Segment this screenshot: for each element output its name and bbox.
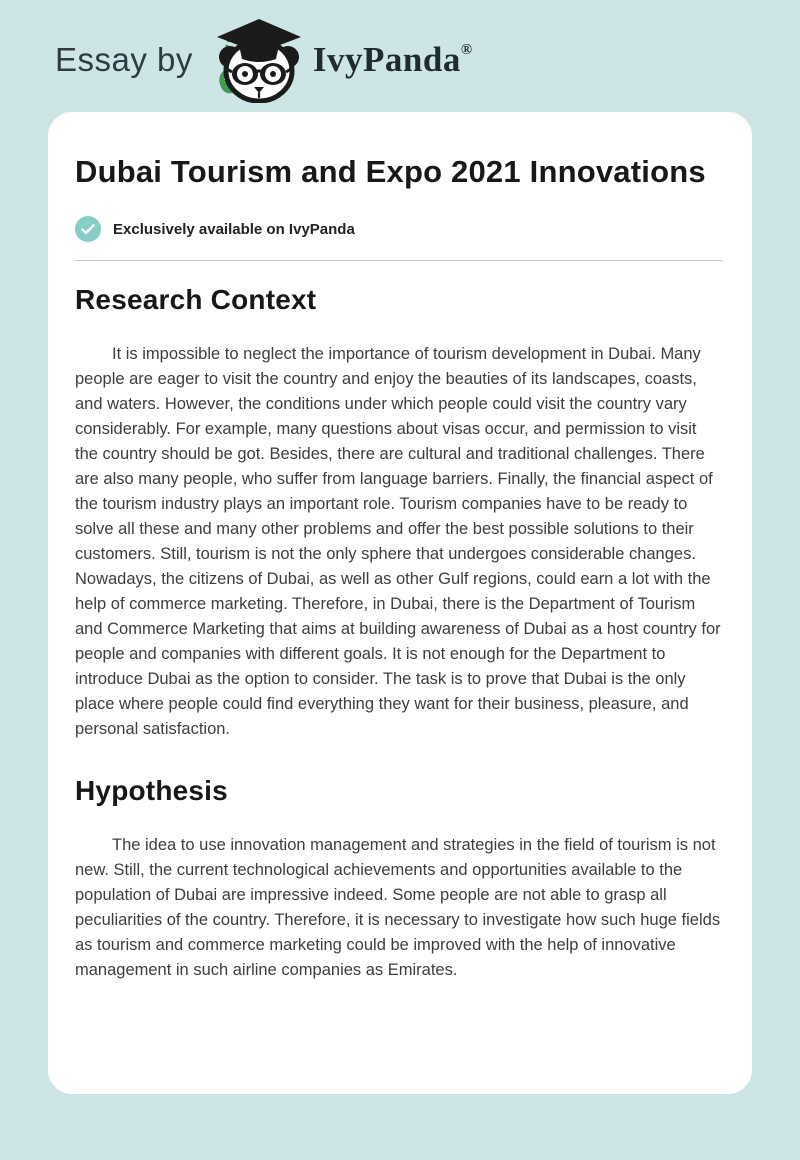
essay-card [48,112,752,1094]
registered-mark: ® [460,42,473,58]
essay-by-label: Essay by [55,41,193,78]
ivypanda-logo-icon [205,17,313,103]
divider [75,260,723,261]
badge-label: Exclusively available on IvyPanda [113,220,355,238]
essay-title: Dubai Tourism and Expo 2021 Innovations [75,154,706,189]
site-header [0,0,800,112]
research-context-paragraph: It is impossible to neglect the importance of tourism development in Dubai. Many people are eager to visit the country and enjoy the beauties of its landscapes, coasts, and waters. However, the conditions under which people could visit the country vary considerably. For example, many questions about visas occur, and permission to visit the country should be got. Besides, there are cultural and traditional challenges. There are also many people, who suffer from language barriers. Finally, the financial aspect of the tourism industry plays an important role. Tourism companies have to be ready to solve all these and many other problems and offer the best possible solutions to their customers. Still, tourism is not the only sphere that undergoes considerable changes. Nowadays, the citizens of Dubai, as well as other Gulf regions, could earn a lot with the help of commerce marketing. Therefore, in Dubai, there is the Department of Tourism and Commerce Marketing that aims at building awareness of Dubai as a host country for people and companies with different goals. It is not enough for the Department to introduce Dubai as the option to consider. The task is to prove that Dubai is the only place where people could find everything they want for their business, pleasure, and personal satisfaction. [75,345,721,738]
section-heading-hypothesis: Hypothesis [75,775,228,806]
check-icon [75,216,101,242]
section-heading-research-context: Research Context [75,284,317,315]
availability-badge [75,216,723,242]
hypothesis-paragraph: The idea to use innovation management and strategies in the field of tourism is not new. Still, the current technological achievements and opportunities available to the population of Dubai are impressive indeed. Some people are not able to grasp all peculiarities of the country. Therefore, it is necessary to investigate how such huge fields as tourism and commerce marketing could be improved with the help of innovative management in such airline companies as Emirates. [75,836,721,979]
brand-name: IvyPanda® [312,40,473,79]
